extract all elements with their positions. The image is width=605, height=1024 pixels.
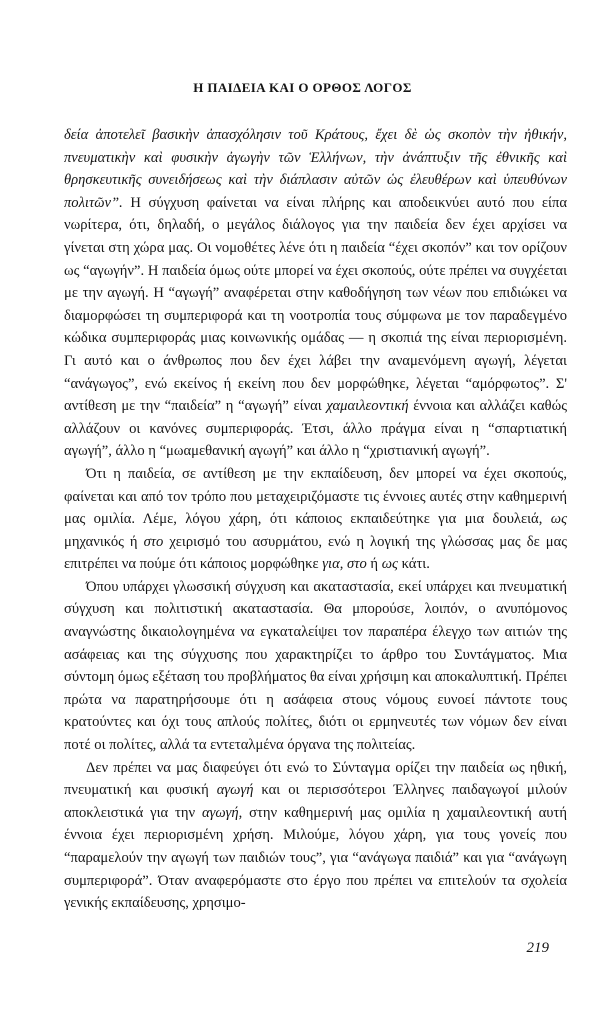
text-run: , (339, 556, 348, 573)
italic-run: ως (381, 556, 398, 573)
text-run: Δεν πρέπει να μας διαφεύγει ότι ενώ το Σύνταγμα ορίζει την παιδεία ως ηθική, πνευματική και φυσική (64, 759, 567, 799)
italic-run: αγωγή (201, 804, 239, 821)
page-number: 219 (526, 940, 549, 956)
italic-run: αγωγή (216, 782, 254, 799)
italic-run: δεία ἀποτελεῖ βασικὴν ἀπασχόλησιν τοῦ Κράτους, ἔχει δὲ ὡς σκοπὸν τὴν ἠθικήν, πνευματικὴν καὶ φυσικὴν ἀγωγὴν τῶν Ἑλλήνων, τὴν ἀνάπτυξιν τῆς ἐθνικῆς καὶ θρησκευτικῆς συνειδήσεως καὶ τὴν διάπλασιν αὐτῶν ὡς ἐλευθέρων καὶ ὑπευθύνων πολιτῶν”. (64, 127, 567, 211)
text-run: χειρισμό του ασυρμάτου, ενώ η λογική της γλώσσας μας δε μας επιτρέπει να πούμε ότι κάποιος μορφώθηκε (64, 533, 567, 573)
italic-run: για (322, 556, 340, 573)
text-run: ή (366, 556, 382, 573)
text-run: Η σύγχυση φαίνεται να είναι πλήρης και αποδεικνύει αυτό που είπα νωρίτερα, ότι, δηλαδή, ο μεγάλος διάλογος για την παιδεία δεν έχει αρχίσει να γίνεται στη χώρα μας. Οι νομοθέτες λένε ότι η παιδεία “έχει σκοπόν” και τον ορίζουν ως “αγωγήν”. Η παιδεία όμως ούτε μπορεί να έχει σκοπούς, ούτε πρέπει να συγχέεται με την αγωγή. Η “αγωγή” αναφέρεται στην καθοδήγηση των νέων που επιδιώκει να διαμορφώσει τη συμπεριφορά και τη νοοτροπία τους σύμφωνα με τον παραδεγμένο κώδικα συμπεριφοράς μιας κοινωνικής ομάδας — η σκοπιά της είναι περιορισμένη. Γι αυτό και ο άνθρωπος που δεν έχει λάβει την αναμενόμενη αγωγή, λέγεται “ανάγωγος”, ενώ εκείνος ή εκείνη που δεν μορφώθηκε, λέγεται “αμόρφωτος”. Σ' αντίθεση με την “παιδεία” η “αγωγή” είναι (64, 194, 567, 415)
italic-run: στο (347, 556, 367, 573)
paragraph-3 (64, 576, 567, 757)
text-run: Όπου υπάρχει γλωσσική σύγχυση και ακαταστασία, εκεί υπάρχει και πνευματική σύγχυση και πολιτιστική ακαταστασία. Θα μπορούσε, λοιπόν, ο ανυπόμονος αναγνώστης δικαιολογημένα να εγκαταλείψει τον παραπέρα έλεγχο των αιτιών της ασάφειας και της σύγχυσης που χαρακτηρίζει το άρθρο του Συντάγματος. Μια σύντομη όμως εξέταση του προβλήματος θα είναι χρήσιμη και αποκαλυπτική. Πρέπει πρώτα να παρατηρήσουμε ότι η ασάφεια στους νόμους ευνοεί πάντοτε τους κρατούντες και όχι τους απλούς πολίτες, διότι οι ερμηνευτές των νόμων δεν είναι ποτέ οι πολίτες, αλλά τα εντεταλμένα όργανα της πολιτείας. (64, 578, 567, 754)
paragraph-4 (64, 757, 567, 915)
paragraph-2 (64, 463, 567, 576)
paragraph-1 (64, 124, 567, 463)
text-run: έννοια και αλλάζει καθώς αλλάζουν οι κανόνες συμπεριφοράς. Έτσι, άλλο πράγμα είναι η “σπαρτιατική αγωγή”, άλλο η “μωαμεθανική αγωγή” και άλλο η “χριστιανική αγωγή”. (64, 398, 567, 460)
text-run: Ότι η παιδεία, σε αντίθεση με την εκπαίδευση, δεν μπορεί να έχει σκοπούς, φαίνεται και από τον τρόπο που μεταχειριζόμαστε τις έννοιες αυτές στην καθημερινή μας ομιλία. Λέμε, λόγου χάρη, ότι κάποιος εκπαιδεύτηκε για μια δουλειά, (64, 465, 567, 528)
text-run: και οι περισσότεροι Έλληνες παιδαγωγοί μιλούν αποκλειστικά για την (64, 782, 567, 821)
italic-run: στο (143, 533, 164, 550)
text-run: κάτι. (397, 556, 430, 573)
body-text (64, 124, 567, 915)
text-run: μηχανικός ή (64, 533, 144, 550)
italic-run: χαμαιλεοντική (326, 398, 409, 415)
running-head: Η ΠΑΙΔΕΙΑ ΚΑΙ Ο ΟΡΘΟΣ ΛΟΓΟΣ (193, 80, 412, 95)
text-run: , στην καθημερινή μας ομιλία η χαμαιλεοντική αυτή έννοια έχει περιορισμένη χρήση. Μιλούμε, λόγου χάρη, για τους γονείς που “παραμελούν την αγωγή των παιδιών τους”, για “ανάγωγα παιδιά” και για “ανάγωγη συμπεριφορά”. Όταν αναφερόμαστε στο έργο που πρέπει να επιτελούν τα σχολεία γενικής εκπαίδευσης, χρησιμο- (64, 804, 567, 912)
italic-run: ως (550, 511, 567, 528)
